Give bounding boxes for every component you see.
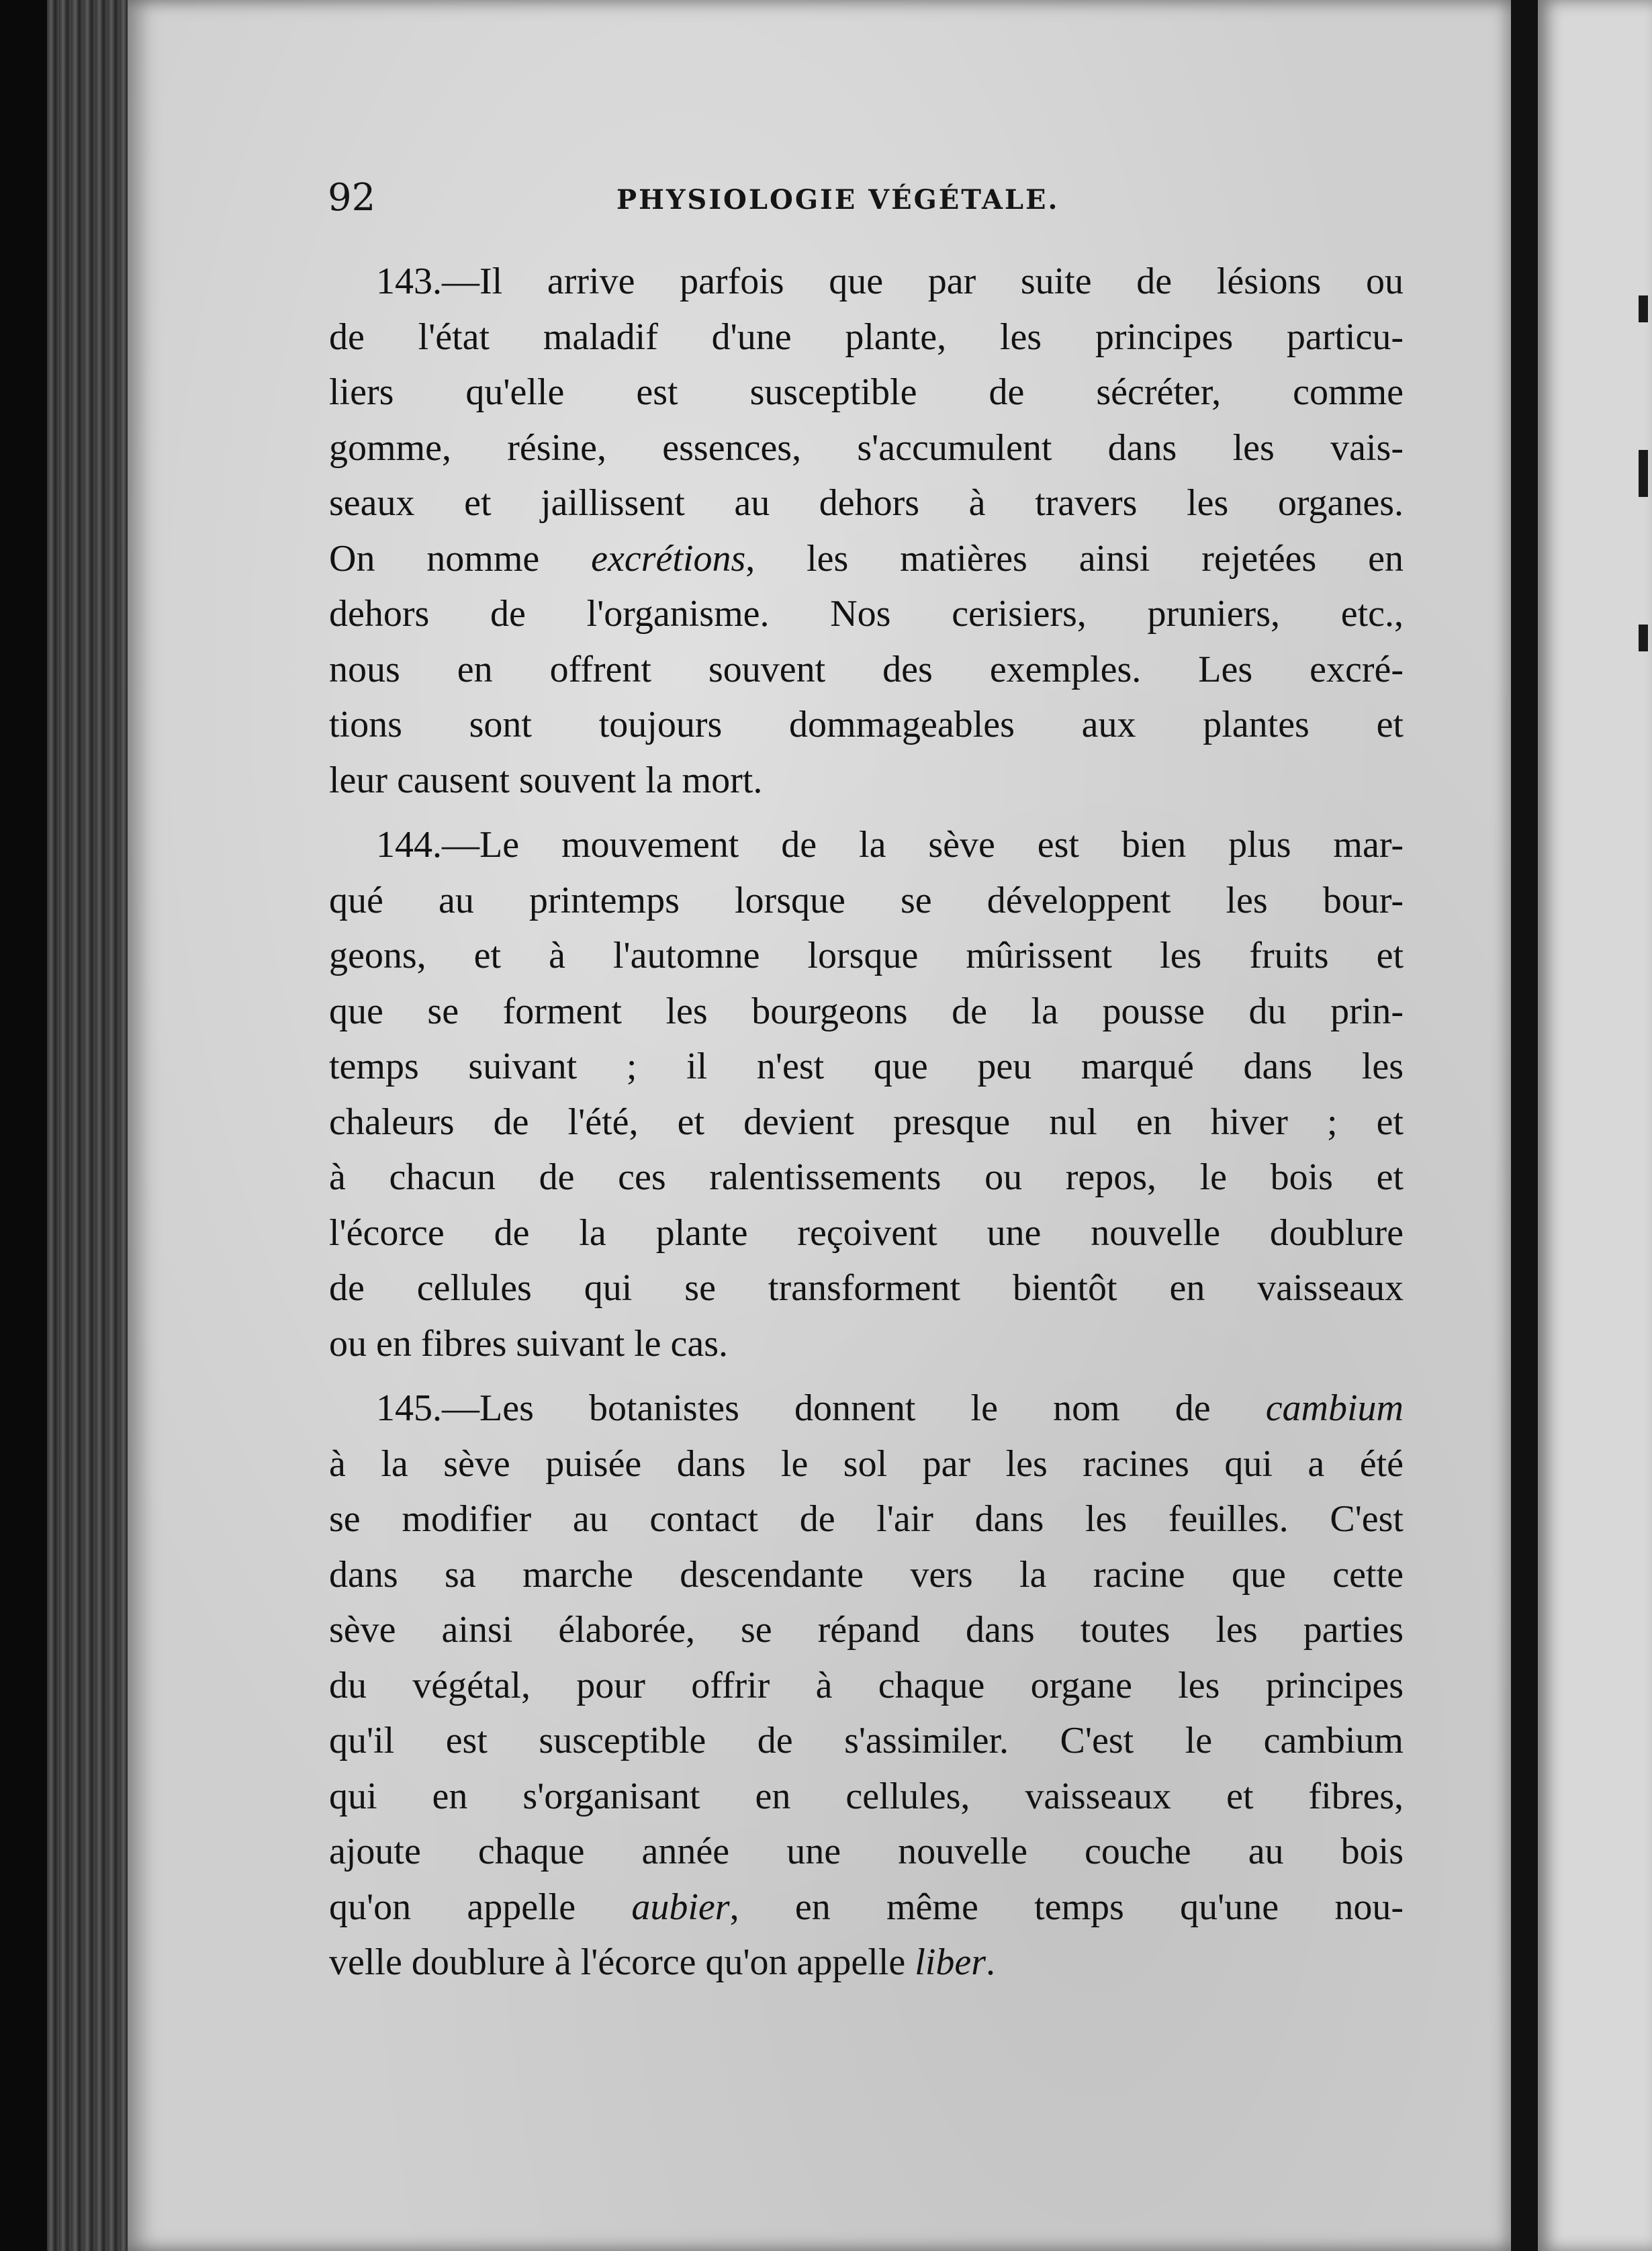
text-line: à chacun de ces ralentissements ou repos, le bois et bbox=[329, 1156, 1404, 1198]
page-number: 92 bbox=[328, 176, 376, 220]
text-line: temps suivant ; il n'est que peu marqué dans les bbox=[329, 1046, 1404, 1087]
text-run: 145.—Les botanistes donnent le nom de bbox=[376, 1387, 1266, 1429]
facing-page-glyph bbox=[1639, 295, 1648, 322]
body-text bbox=[329, 254, 1404, 1994]
text-line: l'écorce de la plante reçoivent une nouvelle doublure bbox=[329, 1211, 1404, 1254]
text-line: liers qu'elle est susceptible de sécréter, comme bbox=[329, 371, 1404, 413]
text-run: , en même temps qu'une nou- bbox=[729, 1886, 1404, 1928]
facing-page bbox=[1538, 0, 1652, 2251]
italic-term: liber bbox=[915, 1941, 986, 1983]
text-line bbox=[329, 1381, 1404, 1436]
text-line: qué au printemps lorsque se développent les bour- bbox=[329, 879, 1404, 921]
text-line: dehors de l'organisme. Nos cerisiers, pruniers, etc., bbox=[329, 593, 1404, 635]
text-run: On nomme bbox=[329, 537, 592, 580]
text-run: , les matières ainsi rejetées en bbox=[745, 537, 1404, 580]
running-title: PHYSIOLOGIE VÉGÉTALE. bbox=[616, 184, 1060, 216]
paragraph-145 bbox=[329, 1381, 1404, 1990]
text-line bbox=[329, 1880, 1404, 1935]
text-line: sève ainsi élaborée, se répand dans toutes les parties bbox=[329, 1609, 1404, 1651]
running-head bbox=[328, 171, 1120, 225]
paragraph-143 bbox=[329, 254, 1404, 808]
text-line: du végétal, pour offrir à chaque organe les principes bbox=[329, 1664, 1404, 1706]
page-edges bbox=[47, 0, 141, 2251]
text-run: qu'on appelle bbox=[329, 1886, 632, 1928]
italic-term: aubier bbox=[631, 1886, 730, 1928]
text-line: tions sont toujours dommageables aux plantes et bbox=[329, 704, 1404, 745]
text-run: . bbox=[986, 1941, 996, 1983]
text-line: ou en fibres suivant le cas. bbox=[329, 1322, 729, 1365]
text-line: se modifier au contact de l'air dans les feuilles. C'est bbox=[329, 1498, 1404, 1540]
text-line bbox=[329, 1935, 1404, 1990]
text-line: dans sa marche descendante vers la racine que cette bbox=[329, 1553, 1404, 1596]
text-line: geons, et à l'automne lorsque mûrissent les fruits et bbox=[329, 935, 1404, 976]
book-gutter bbox=[1511, 0, 1538, 2251]
facing-page-glyph bbox=[1639, 450, 1648, 497]
text-line: qu'il est susceptible de s'assimiler. C'est le cambium bbox=[329, 1720, 1404, 1761]
text-line: ajoute chaque année une nouvelle couche au bois bbox=[329, 1831, 1404, 1872]
text-line: leur causent souvent la mort. bbox=[329, 759, 763, 801]
paragraph-144 bbox=[329, 817, 1404, 1371]
text-line: chaleurs de l'été, et devient presque nul en hiver ; et bbox=[329, 1101, 1404, 1143]
text-line: de cellules qui se transforment bientôt en vaisseaux bbox=[329, 1267, 1404, 1309]
text-line bbox=[329, 531, 1404, 587]
text-line: seaux et jaillissent au dehors à travers les organes. bbox=[329, 482, 1404, 524]
text-line: de l'état maladif d'une plante, les principes particu- bbox=[329, 316, 1404, 358]
italic-term: excrétions bbox=[591, 537, 746, 580]
text-line: à la sève puisée dans le sol par les racines qui a été bbox=[329, 1442, 1404, 1485]
facing-page-glyph bbox=[1639, 625, 1648, 651]
text-run: velle doublure à l'écorce qu'on appelle bbox=[329, 1941, 915, 1983]
text-line: gomme, résine, essences, s'accumulent dans les vais- bbox=[329, 426, 1404, 469]
text-line: nous en offrent souvent des exemples. Les excré- bbox=[329, 648, 1404, 690]
text-line: 144.—Le mouvement de la sève est bien plus mar- bbox=[376, 824, 1404, 866]
text-line: qui en s'organisant en cellules, vaisseaux et fibres, bbox=[329, 1775, 1404, 1817]
text-line: 143.—Il arrive parfois que par suite de lésions ou bbox=[376, 261, 1404, 302]
text-line: que se forment les bourgeons de la pousse du prin- bbox=[329, 990, 1404, 1032]
italic-term: cambium bbox=[1265, 1387, 1404, 1429]
